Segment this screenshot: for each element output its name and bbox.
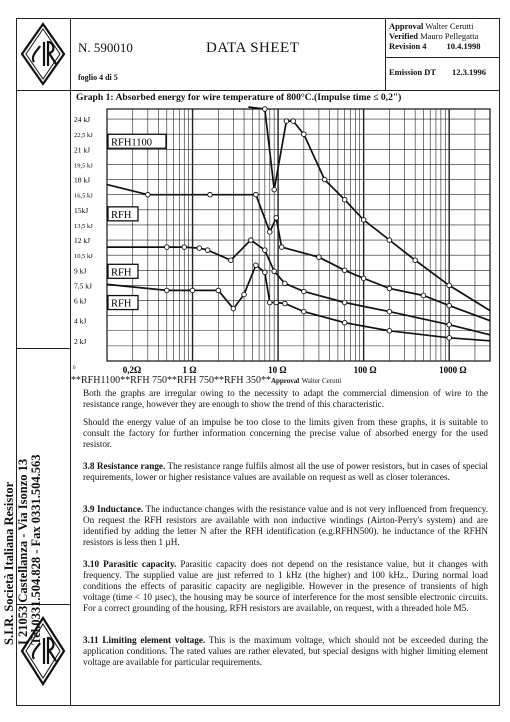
series-point bbox=[342, 320, 347, 325]
intro-paragraph-2: Should the energy value of an impulse be too close to the limits given from these graphs, it is suitable to consult the factory for further information concerning the precise value of absorbed energy for the used resistor. bbox=[83, 417, 488, 450]
header-divider bbox=[16, 90, 500, 91]
verified-name: Mauro Pellegatta bbox=[420, 31, 479, 41]
series-line-2 bbox=[107, 240, 490, 335]
section-3-10-title: 3.10 Parasitic capacity. bbox=[83, 559, 177, 569]
series-point bbox=[302, 289, 307, 294]
series-point bbox=[342, 268, 347, 273]
section-3-9-title: 3.9 Inductance. bbox=[83, 504, 144, 514]
series-point bbox=[361, 218, 366, 223]
series-point bbox=[387, 328, 392, 333]
series-point bbox=[342, 197, 347, 202]
verified-label: Verified bbox=[389, 31, 418, 41]
series-point bbox=[268, 230, 273, 235]
emission-block bbox=[389, 67, 486, 77]
series-point bbox=[317, 255, 322, 260]
series-point bbox=[291, 119, 296, 124]
series-point bbox=[274, 216, 279, 221]
y-tick-label: 19,5 kJ bbox=[74, 162, 93, 170]
series-point bbox=[254, 192, 259, 197]
section-3-10-body: Parasitic capacity does not depend on the resistance value, but it changes with frequency. The supplied value are just referred to 1 kHz (the higher) and 100 kHz.. During normal load conditions the effects of parasitic capacity are negligible. However in the presence of transients of high voltage (time < 10 µsec), the housing may be source of interference for the most sensible electronic circuits. For a correct grounding of the housing, RFH resistors are available, on request, with a threaded hole M5. bbox=[83, 559, 489, 614]
series-point bbox=[190, 288, 195, 293]
section-3-8 bbox=[83, 461, 488, 483]
section-3-8-title: 3.8 Resistance range. bbox=[83, 461, 166, 471]
series-point bbox=[216, 288, 221, 293]
section-3-8-body: The resistance range fulfils almost all the use of power resistors, but in cases of special requirements, lower or higher resistance values are available on request as well as closer tolerances. bbox=[83, 461, 488, 483]
series-point bbox=[274, 300, 279, 305]
y-origin-label: 0 bbox=[73, 366, 76, 371]
sir-logo-icon bbox=[20, 22, 66, 86]
series-point bbox=[197, 246, 202, 251]
x-tick-label: 10 Ω bbox=[268, 365, 287, 375]
y-tick-label: 10,5 kJ bbox=[74, 253, 93, 261]
header-right-divider bbox=[385, 18, 386, 90]
series-point bbox=[146, 192, 151, 197]
y-tick-label: 9 kJ bbox=[74, 266, 87, 276]
box-label-text: RFH bbox=[111, 267, 132, 279]
series-point bbox=[413, 258, 418, 263]
x-tick-label: 100 Ω bbox=[353, 365, 377, 375]
sir-logo-bottom-icon bbox=[20, 616, 66, 686]
series-point bbox=[447, 303, 452, 308]
y-tick-label: 16,5 kJ bbox=[74, 192, 93, 200]
revision-label: Revision 4 bbox=[389, 41, 427, 51]
emission-label: Emission DT bbox=[389, 67, 436, 77]
series-point bbox=[164, 288, 169, 293]
approval-label: Approval bbox=[389, 21, 424, 31]
series-point bbox=[421, 293, 426, 298]
series-point bbox=[279, 245, 284, 250]
section-3-9 bbox=[83, 504, 488, 548]
x-tick-label: 1 Ω bbox=[182, 365, 197, 375]
y-tick-label: 18 kJ bbox=[74, 175, 91, 185]
x-tick-label: 1000 Ω bbox=[439, 365, 467, 375]
section-3-10 bbox=[83, 559, 488, 614]
section-3-11-title: 3.11 Limiting element voltage. bbox=[83, 635, 206, 645]
series-point bbox=[283, 281, 288, 286]
y-tick-label: 4 kJ bbox=[74, 316, 87, 326]
y-tick-label: 12 kJ bbox=[74, 236, 91, 246]
graph-footer bbox=[71, 375, 341, 386]
x-tick-label: 0,2Ω bbox=[122, 365, 142, 375]
series-point bbox=[249, 238, 254, 243]
energy-chart bbox=[71, 103, 500, 375]
series-point bbox=[205, 248, 210, 253]
series-point bbox=[302, 309, 307, 314]
section-3-9-body: The inductance changes with the resistance value and is not very influenced from frequency. On request the RFH resistors are available with non inductive windings (Airton-Perry's system) and are identified by adding the letter N after the RFH identification (e.g.RFHN500). he inductance of the RFHN resistors is less then 1 µH. bbox=[83, 504, 488, 548]
company-address-sidebar bbox=[3, 435, 59, 645]
approval-name: Walter Cerutti bbox=[425, 21, 474, 31]
chart-box-labels bbox=[108, 134, 166, 309]
header-right-split bbox=[385, 57, 500, 58]
section-3-11-body: This is the maximum voltage, which should not be exceeded during the application conditions. The rated values are rather elevated, but special designs with higher limiting element voltage are available for particular requirements. bbox=[83, 635, 488, 668]
intro-paragraph-1: Both the graphs are irregular owing to the necessity to adapt the commercial dimension of wire to the resistance range, however they are enough to show the trend of this characteristic. bbox=[83, 388, 488, 410]
page-title: DATA SHEET bbox=[206, 40, 300, 56]
y-tick-label: 13,5 kJ bbox=[74, 222, 93, 230]
series-point bbox=[284, 119, 289, 124]
section-3-11 bbox=[83, 635, 488, 668]
series-point bbox=[302, 132, 307, 137]
series-point bbox=[283, 301, 288, 306]
left-column-split bbox=[16, 348, 71, 349]
approval-block bbox=[389, 21, 481, 51]
series-point bbox=[182, 245, 187, 250]
box-label-text: RFH bbox=[111, 298, 132, 310]
y-tick-label: 15kJ bbox=[74, 205, 89, 215]
series-point bbox=[164, 245, 169, 250]
company-address: I 21053 Castellanza - Via Isonzo 13 bbox=[15, 458, 30, 645]
series-point bbox=[208, 192, 213, 197]
x-axis-labels bbox=[123, 365, 467, 375]
graph-footer-series: **RFH1100**RFH 750**RFH 750**RFH 350** bbox=[71, 375, 271, 386]
series-point bbox=[228, 258, 233, 263]
series-point bbox=[387, 309, 392, 314]
series-point bbox=[263, 107, 268, 112]
company-phone-fax: Tel.0331.504.828 - Fax 0331.504.563 bbox=[29, 454, 43, 645]
y-tick-label: 22,5 kJ bbox=[74, 132, 93, 140]
graph-footer-approval-label: Approval bbox=[270, 377, 300, 385]
series-point bbox=[447, 336, 452, 341]
series-point bbox=[254, 263, 259, 268]
series-point bbox=[231, 306, 236, 311]
y-tick-label: 2 kJ bbox=[74, 336, 87, 346]
series-point bbox=[263, 270, 268, 275]
series-point bbox=[342, 300, 347, 305]
series-point bbox=[272, 269, 277, 274]
series-point bbox=[268, 300, 273, 305]
series-point bbox=[322, 177, 327, 182]
graph-title: Graph 1: Absorbed energy for wire temperature of 800°C.(Impulse time ≤ 0,2") bbox=[76, 92, 402, 103]
document-number: N. 590010 bbox=[78, 40, 133, 55]
y-axis-labels bbox=[73, 115, 93, 371]
box-label-text: RFH1100 bbox=[111, 137, 153, 149]
series-point bbox=[272, 187, 277, 192]
y-tick-label: 6 kJ bbox=[74, 296, 87, 306]
revision-date: 10.4.1998 bbox=[446, 41, 481, 51]
graph-footer-approval-name: Walter Cerutti bbox=[301, 377, 342, 385]
series-line-3 bbox=[107, 265, 490, 341]
series-point bbox=[361, 276, 366, 281]
series-point bbox=[387, 286, 392, 291]
emission-date: 12.3.1996 bbox=[452, 67, 486, 77]
series-point bbox=[447, 322, 452, 327]
y-tick-label: 24 kJ bbox=[74, 115, 91, 125]
series-point bbox=[387, 238, 392, 243]
y-tick-label: 7,5 kJ bbox=[74, 281, 92, 291]
series-point bbox=[242, 292, 247, 297]
sheet-number: foglio 4 di 5 bbox=[78, 73, 118, 82]
series-point bbox=[263, 248, 268, 253]
box-label-text: RFH bbox=[111, 209, 132, 221]
company-name: S.I.R. Società Italiana Resistor bbox=[2, 481, 16, 645]
y-tick-label: 21 kJ bbox=[74, 145, 91, 155]
series-point bbox=[447, 283, 452, 288]
